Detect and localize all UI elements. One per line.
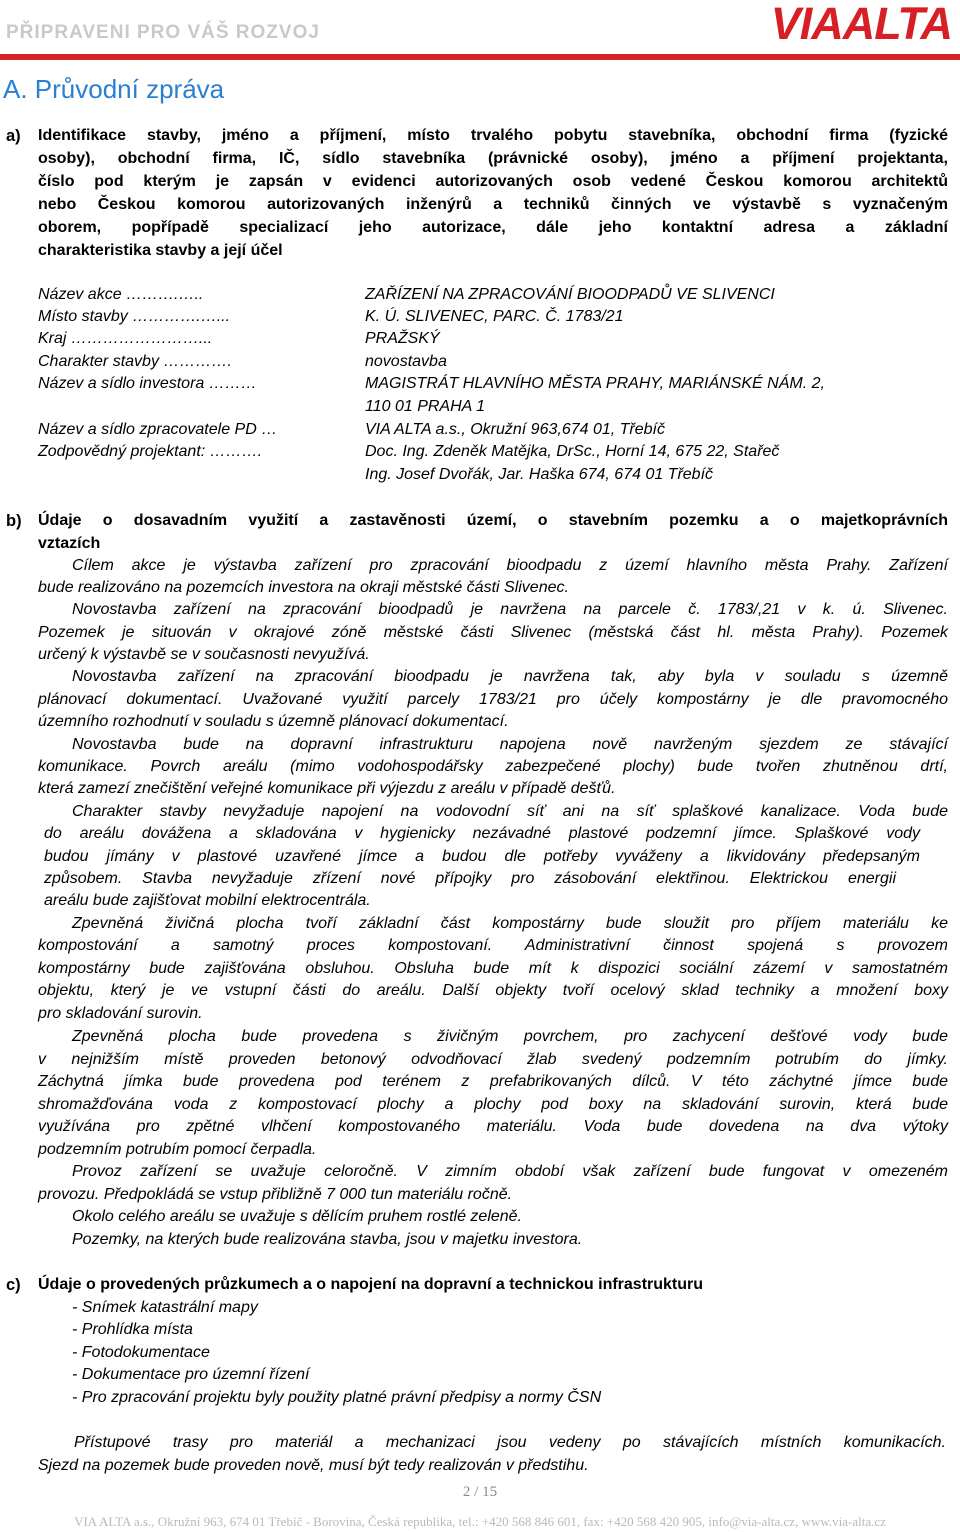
field-label: Místo stavby ………….…... bbox=[38, 308, 231, 325]
body-line: Záchytná jímka bude provedena pod terénem z prefabrikovaných dílců. V této záchytné jímce bude bbox=[38, 1073, 948, 1090]
heading-line: číslo pod kterým je zapsán v evidenci autorizovaných osob vedené Českou komorou architektů bbox=[38, 173, 948, 190]
body-line: Pozemky, na kterých bude realizována stavba, jsou v majetku investora. bbox=[72, 1231, 583, 1248]
body-line: shromažďována voda z kompostovací plochy a plochy pod boxy na skladování surovin, která bude bbox=[38, 1096, 948, 1113]
body-line: objektu, který je ve vstupní části do areálu. Další objekty tvoří ocelový sklad techniky a množení boxy bbox=[38, 982, 948, 999]
body-line: Provoz zařízení se uvažuje celoročně. V zimním období však zařízení bude fungovat v omezeném bbox=[72, 1163, 948, 1180]
page-number: 2 / 15 bbox=[462, 1484, 498, 1500]
field-value: PRAŽSKÝ bbox=[365, 330, 440, 347]
body-line: způsobem. Stavba nevyžaduje zřízení nové přípojky pro zásobování elektřinou. Elektrickou energii bbox=[44, 870, 896, 887]
body-line: Zpevněná plocha bude provedena s živičným povrchem, pro zachycení dešťové vody bude bbox=[72, 1028, 948, 1045]
field-value: MAGISTRÁT HLAVNÍHO MĚSTA PRAHY, MARIÁNSKÉ NÁM. 2, bbox=[365, 375, 825, 392]
field-value: K. Ú. SLIVENEC, PARC. Č. 1783/21 bbox=[365, 308, 624, 325]
body-line: Novostavba zařízení na zpracování bioodpadů je navržena na parcele č. 1783/,21 v k. ú. Slivenec. bbox=[72, 601, 948, 618]
field-label: Zodpovědný projektant: ………. bbox=[38, 443, 263, 460]
section-c-label: c) bbox=[6, 1276, 21, 1294]
section-c-heading: Údaje o provedených průzkumech a o napojení na dopravní a technickou infrastrukturu bbox=[38, 1276, 704, 1293]
field-value: VIA ALTA a.s., Okružní 963,674 01, Třebíč bbox=[365, 421, 665, 438]
heading-line: nebo Českou komorou autorizovaných inženýrů a techniků činných ve výstavbě s vyznačeným bbox=[38, 196, 948, 213]
body-line: provozu. Předpokládá se vstup přibližně 7 000 tun materiálu ročně. bbox=[38, 1186, 513, 1203]
heading-line: charakteristika stavby a její účel bbox=[38, 242, 283, 259]
list-item: - Fotodokumentace bbox=[72, 1344, 210, 1361]
page-title: A. Průvodní zpráva bbox=[3, 74, 225, 104]
body-line: Pozemek je situován v okrajové zóně městské části Slivenec (městská část hl. města Prahy). Pozemek bbox=[38, 624, 948, 641]
body-line: která zamezí znečištění veřejné komunikace při výjezdu z areálu v případě dešťů. bbox=[38, 780, 616, 797]
body-line: Cílem akce je výstavba zařízení pro zpracování bioodpadu z území hlavního města Prahy. Zařízení bbox=[72, 557, 948, 574]
list-item: - Pro zpracování projektu byly použity platné právní předpisy a normy ČSN bbox=[72, 1389, 602, 1406]
body-line: územního rozhodnutí v souladu s územně plánovací dokumentací. bbox=[38, 713, 509, 730]
body-line: využívána pro zpětné vlhčení kompostovaného materiálu. Voda bude dovedena na dva výtoky bbox=[38, 1118, 948, 1135]
company-logo: VIAALTA bbox=[770, 0, 952, 49]
heading-line: oborem, popřípadě specializací jeho autorizace, dále jeho kontaktní adresa a základní bbox=[38, 219, 948, 236]
section-b-label: b) bbox=[6, 512, 22, 530]
field-label: Název akce ……….….. bbox=[38, 286, 204, 303]
list-item: - Snímek katastrální mapy bbox=[72, 1299, 258, 1316]
header-divider bbox=[0, 54, 960, 60]
field-label: Charakter stavby …………. bbox=[38, 353, 232, 370]
field-value: novostavba bbox=[365, 353, 447, 370]
heading-line: vztazích bbox=[38, 535, 101, 552]
body-line: pro skladování surovin. bbox=[38, 1005, 203, 1022]
heading-line: Údaje o dosavadním využití a zastavěnosti území, o stavebním pozemku a o majetkoprávních bbox=[38, 512, 948, 529]
section-a-label: a) bbox=[6, 127, 21, 145]
header-tagline: PŘIPRAVENI PRO VÁŠ ROZVOJ bbox=[6, 22, 320, 43]
body-line: areálu bude zajišťovat mobilní elektrocentrála. bbox=[44, 892, 371, 909]
body-line: Charakter stavby nevyžaduje napojení na vodovodní síť ani na síť splaškové kanalizace. Voda bude bbox=[72, 803, 948, 820]
body-line: Přístupové trasy pro materiál a mechanizaci jsou vedeny po stávajících místních komunikacích. bbox=[74, 1434, 946, 1451]
body-line: podzemním potrubím pomocí čerpadla. bbox=[38, 1141, 317, 1158]
body-line: do areálu dovážena a skladována v hygienicky nezávadné plastové podzemní jímce. Splaškové vody bbox=[44, 825, 920, 842]
heading-line: Identifikace stavby, jméno a příjmení, místo trvalého pobytu stavebníka, obchodní firma (fyzické bbox=[38, 127, 948, 144]
body-line: budou jímány v plastové uzavřené jímce a budou dle potřeby vyváženy a likvidovány předepsaným bbox=[44, 848, 920, 865]
body-line: Zpevněná živičná plocha tvoří základní část kompostárny bude sloužit pro příjem materiálu ke bbox=[72, 915, 948, 932]
field-value: ZAŘÍZENÍ NA ZPRACOVÁNÍ BIOODPADŮ VE SLIVENCI bbox=[365, 286, 775, 303]
body-line: Sjezd na pozemek bude proveden nově, musí být tedy realizován v předstihu. bbox=[38, 1457, 589, 1474]
field-value: Ing. Josef Dvořák, Jar. Haška 674, 674 01 Třebíč bbox=[365, 466, 714, 483]
footer-company-info: VIA ALTA a.s., Okružní 963, 674 01 Třebíč - Borovina, Česká republika, tel.: +420 568 846 601, fax: +420 568 420 905, info@via-alta.cz, www.via-alta.cz bbox=[74, 1514, 886, 1529]
body-line: v nejnižším místě proveden betonový odvodňovací žlab svedený podzemním potrubím do jímky. bbox=[38, 1051, 948, 1068]
body-line: Okolo celého areálu se uvažuje s dělícím pruhem rostlé zeleně. bbox=[72, 1208, 523, 1225]
heading-line: osoby), obchodní firma, IČ, sídlo stavebníka (právnické osoby), jméno a příjmení projektanta, bbox=[38, 150, 948, 167]
field-label: Název a sídlo zpracovatele PD … bbox=[38, 421, 278, 438]
list-item: - Dokumentace pro územní řízení bbox=[72, 1366, 310, 1383]
body-line: kompostárny bude zajišťována obsluhou. Obsluha bude mít k dispozici sociální zázemí v samostatném bbox=[38, 960, 948, 977]
body-line: Novostavba bude na dopravní infrastrukturu napojena nově navrženým sjezdem ze stávající bbox=[72, 736, 948, 753]
field-label: Název a sídlo investora ……… bbox=[38, 375, 257, 392]
list-item: - Prohlídka místa bbox=[72, 1321, 193, 1338]
body-line: komunikace. Povrch areálu (mimo vodohospodářsky zabezpečené plochy) bude tvořen zhutněnou drtí, bbox=[38, 758, 948, 775]
body-line: bude realizováno na pozemcích investora na okraji městské části Slivenec. bbox=[38, 579, 569, 596]
body-line: plánovací dokumentací. Uvažované využití parcely 1783/21 pro účely kompostárny je dle pravomocného bbox=[38, 691, 948, 708]
field-label: Kraj ……………………... bbox=[38, 330, 213, 347]
body-line: určený k výstavbě se v současnosti nevyužívá. bbox=[38, 646, 370, 663]
field-value: Doc. Ing. Zdeněk Matějka, DrSc., Horní 14, 675 22, Stařeč bbox=[365, 443, 780, 460]
body-line: kompostování a samotný proces kompostovaní. Administrativní činnost spojená s provozem bbox=[38, 937, 948, 954]
body-line: Novostavba zařízení na zpracování bioodpadu je navržena tak, aby byla v souladu s územně bbox=[72, 668, 948, 685]
field-value: 110 01 PRAHA 1 bbox=[365, 398, 486, 415]
